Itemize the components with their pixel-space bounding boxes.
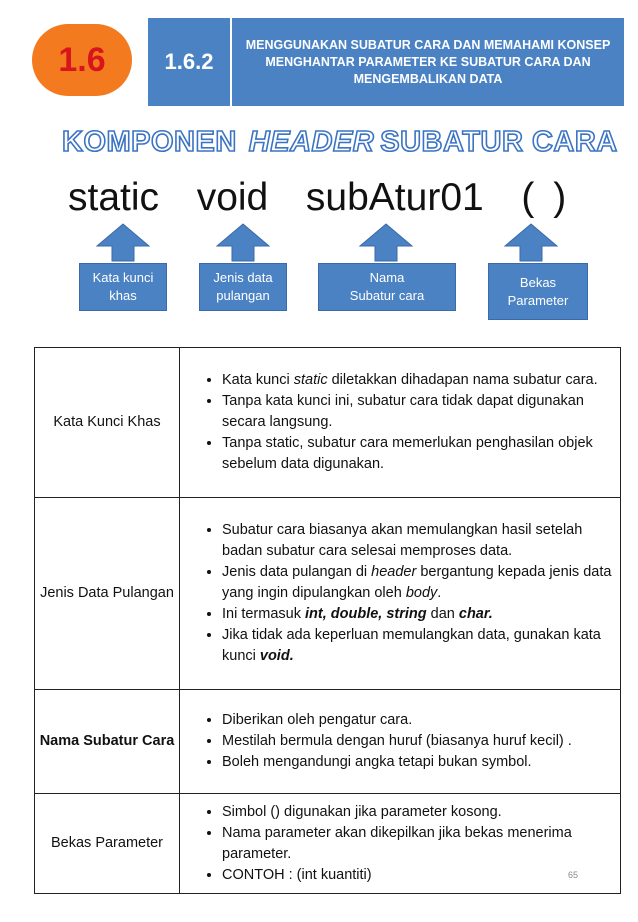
- label-jenis-data: [199, 263, 287, 311]
- label-line-2: Parameter: [507, 292, 569, 308]
- description-cell: [180, 498, 621, 690]
- term-cell: Nama Subatur Cara: [35, 690, 180, 794]
- description-cell: [180, 690, 621, 794]
- term-cell: Jenis Data Pulangan: [35, 498, 180, 690]
- list-item: • Kata kunci static diletakkan dihadapan nama subatur cara.: [222, 370, 612, 391]
- list-item: • Tanpa kata kunci ini, subatur cara tidak dapat digunakan secara langsung.: [222, 391, 612, 433]
- section-title-word-2: HEADER: [248, 126, 375, 158]
- up-arrow-icon: [503, 222, 559, 262]
- list-item: • Simbol () digunakan jika parameter kosong.: [222, 802, 612, 823]
- label-bekas-parameter: [488, 263, 588, 320]
- label-kata-kunci: [79, 263, 167, 311]
- up-arrow-icon: [215, 222, 271, 262]
- list-item: • Jika tidak ada keperluan memulangkan data, gunakan kata kunci void.: [222, 625, 612, 667]
- list-item: • CONTOH : (int kuantiti): [222, 865, 612, 886]
- list-item: • Tanpa static, subatur cara memerlukan penghasilan objek sebelum data digunakan.: [222, 433, 612, 475]
- section-title-word-3: SUBATUR CARA: [380, 126, 618, 158]
- list-item: • Mestilah bermula dengan huruf (biasanya huruf kecil) .: [222, 731, 612, 752]
- page-number: 65: [568, 870, 579, 880]
- label-line-1: Jenis data: [213, 270, 273, 285]
- subsection-code: 1.6.2: [164, 49, 214, 74]
- table-row: [35, 794, 621, 894]
- label-line-2: Subatur cara: [349, 288, 425, 303]
- components-table: [34, 347, 621, 894]
- label-line-2: pulangan: [216, 288, 270, 303]
- list-item: • Jenis data pulangan di header bergantung kepada jenis data yang ingin dipulangkan oleh body.: [222, 562, 612, 604]
- label-line-1: Nama: [369, 270, 405, 285]
- table-row: [35, 348, 621, 498]
- term-cell: Bekas Parameter: [35, 794, 180, 894]
- section-badge: 1.6: [32, 24, 132, 96]
- label-nama-subatur: [318, 263, 456, 311]
- method-signature: static void subAtur01 ( ): [68, 176, 567, 219]
- list-item: • Ini termasuk int, double, string dan char.: [222, 604, 612, 625]
- label-line-2: khas: [109, 288, 137, 303]
- header-divider: [230, 18, 232, 106]
- up-arrow-icon: [358, 222, 414, 262]
- table-row: [35, 498, 621, 690]
- list-item: • Diberikan oleh pengatur cara.: [222, 710, 612, 731]
- section-title-word-1: KOMPONEN: [62, 126, 237, 158]
- label-line-1: Kata kunci: [92, 270, 154, 285]
- section-title: [62, 126, 618, 159]
- list-item: • Boleh mengandungi angka tetapi bukan symbol.: [222, 752, 612, 773]
- term-cell: Kata Kunci Khas: [35, 348, 180, 498]
- description-cell: [180, 794, 621, 894]
- header-title: MENGGUNAKAN SUBATUR CARA DAN MEMAHAMI KONSEP MENGHANTAR PARAMETER KE SUBATUR CARA DAN MENGEMBALIKAN DATA: [245, 37, 611, 86]
- list-item: • Nama parameter akan dikepilkan jika bekas menerima parameter.: [222, 823, 612, 865]
- list-item: • Subatur cara biasanya akan memulangkan hasil setelah badan subatur cara selesai memproses data.: [222, 520, 612, 562]
- up-arrow-icon: [95, 222, 151, 262]
- table-row: [35, 690, 621, 794]
- description-cell: [180, 348, 621, 498]
- header-banner: [148, 18, 624, 106]
- label-line-1: Bekas: [519, 274, 557, 290]
